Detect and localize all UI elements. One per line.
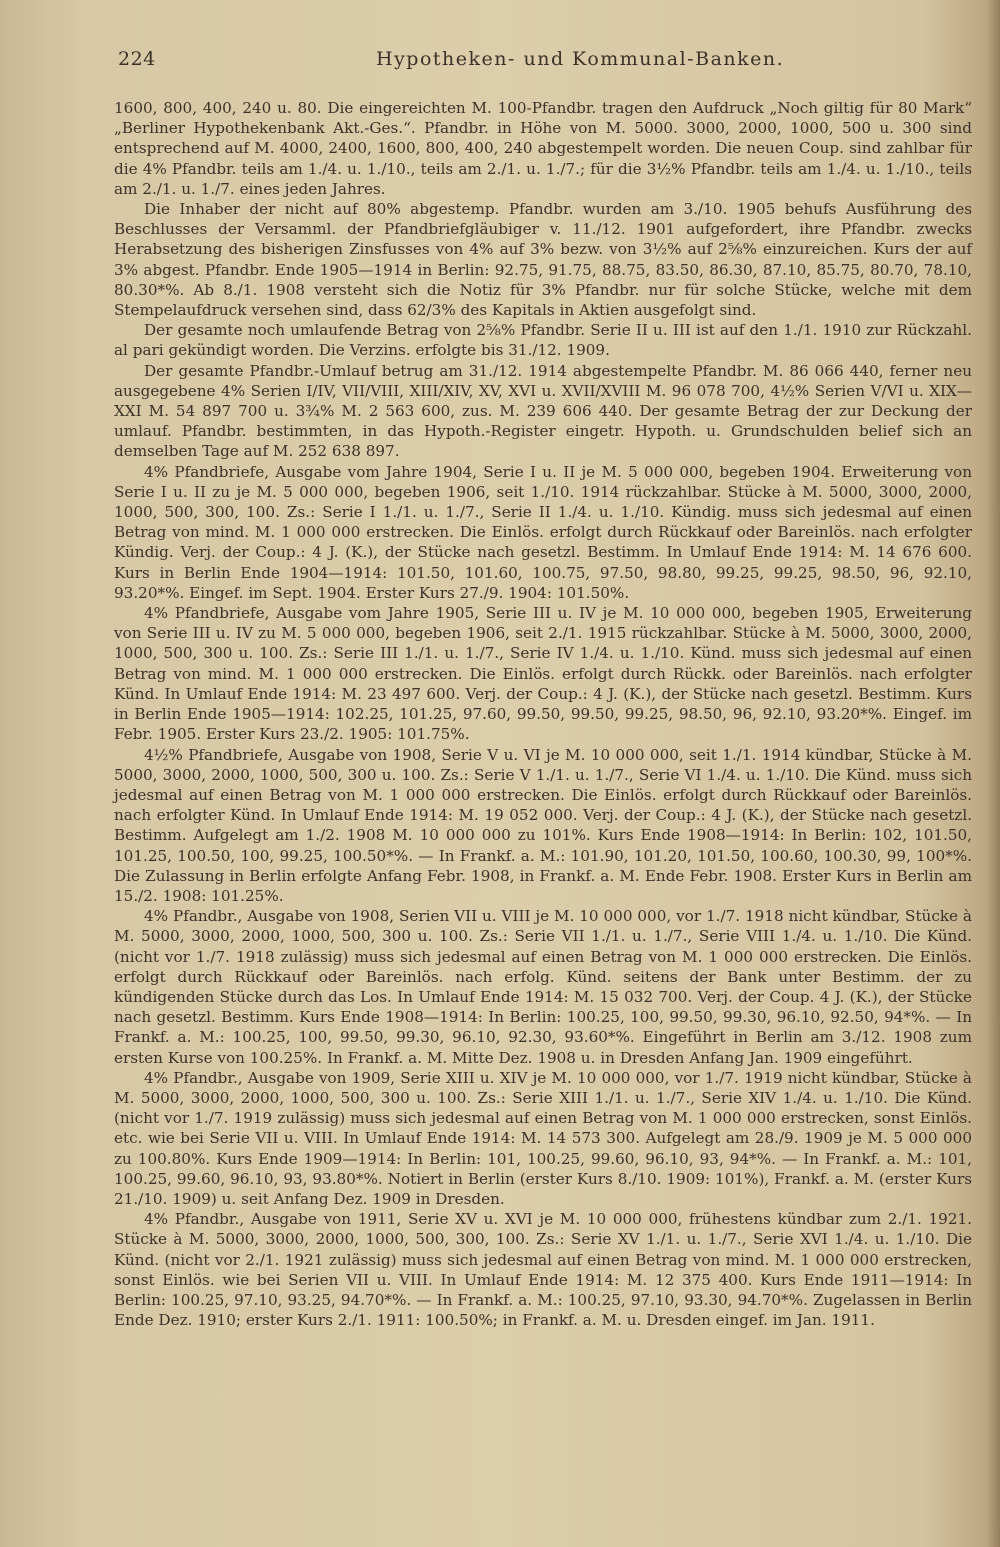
paragraph: 1600, 800, 400, 240 u. 80. Die eingereichten M. 100-Pfandbr. tragen den Aufdruck „Noch giltig für 80 Mark“ „Berliner Hypothekenbank Akt.-Ges.“. Pfandbr. in Höhe von M. 5000. 3000, 2000, 1000, 500 u. 300 sind entsprechend auf M. 4000, 2400, 1600, 800, 400, 240 abgestempelt worden. Die neuen Coup. sind zahlbar für die 4% Pfandbr. teils am 1./4. u. 1./10., teils am 2./1. u. 1./7.; für die 3½% Pfandbr. teils am 1./4. u. 1./10., teils am 2./1. u. 1./7. eines jeden Jahres.	[114, 99, 972, 198]
paragraph: 4% Pfandbriefe, Ausgabe vom Jahre 1904, Serie I u. II je M. 5 000 000, begeben 1904. Erweiterung von Serie I u. II zu je M. 5 000 000, begeben 1906, seit 1./10. 1914 rückzahlbar. Stücke à M. 5000, 3000, 2000, 1000, 500, 300, 100. Zs.: Serie I 1./1. u. 1./7., Serie II 1./4. u. 1./10. Kündig. muss sich jedesmal auf einen Betrag von mind. M. 1 000 000 erstrecken. Die Einlös. erfolgt durch Rückkauf oder Bareinlös. nach erfolgter Kündig. Verj. der Coup.: 4 J. (K.), der Stücke nach gesetzl. Bestimm. In Umlauf Ende 1914: M. 14 676 600. Kurs in Berlin Ende 1904—1914: 101.50, 101.60, 100.75, 97.50, 98.80, 99.25, 99.25, 98.50, 96, 92.10, 93.20*%. Eingef. im Sept. 1904. Erster Kurs 27./9. 1904: 101.50%.	[114, 462, 972, 602]
paragraph: Der gesamte Pfandbr.-Umlauf betrug am 31./12. 1914 abgestempelte Pfandbr. M. 86 066 440, ferner neu ausgegebene 4% Serien I/IV, VII/VIII, XIII/XIV, XV, XVI u. XVII/XVIII M. 96 078 700, 4½% Serien V/VI u. XIX—XXI M. 54 897 700 u. 3¾% M. 2 563 600, zus. M. 239 606 440. Der gesamte Betrag der zur Deckung der umlauf. Pfandbr. bestimmten, in das Hypoth.-Register eingetr. Hypoth. u. Grundschulden belief sich an demselben Tage auf M. 252 638 897.	[114, 361, 972, 461]
paragraph: 4½% Pfandbriefe, Ausgabe von 1908, Serie V u. VI je M. 10 000 000, seit 1./1. 1914 kündbar, Stücke à M. 5000, 3000, 2000, 1000, 500, 300 u. 100. Zs.: Serie V 1./1. u. 1./7., Serie VI 1./4. u. 1./10. Die Künd. muss sich jedesmal auf einen Betrag von M. 1 000 000 erstrecken. Die Einlös. erfolgt durch Rückkauf oder Bareinlös. nach erfolgter Künd. In Umlauf Ende 1914: M. 19 052 000. Verj. der Coup.: 4 J. (K.), der Stücke nach gesetzl. Bestimm. Aufgelegt am 1./2. 1908 M. 10 000 000 zu 101%. Kurs Ende 1908—1914: In Berlin: 102, 101.50, 101.25, 100.50, 100, 99.25, 100.50*%. — In Frankf. a. M.: 101.90, 101.20, 101.50, 100.60, 100.30, 99, 100*%. Die Zulassung in Berlin erfolgte Anfang Febr. 1908, in Frankf. a. M. Ende Febr. 1908. Erster Kurs in Berlin am 15./2. 1908: 101.25%.	[114, 745, 972, 905]
paragraph: 4% Pfandbr., Ausgabe von 1909, Serie XIII u. XIV je M. 10 000 000, vor 1./7. 1919 nicht kündbar, Stücke à M. 5000, 3000, 2000, 1000, 500, 300 u. 100. Zs.: Serie XIII 1./1. u. 1./7., Serie XIV 1./4. u. 1./10. Die Künd. (nicht vor 1./7. 1919 zulässig) muss sich jedesmal auf einen Betrag von M. 1 000 000 erstrecken, sonst Einlös. etc. wie bei Serie VII u. VIII. In Umlauf Ende 1914: M. 14 573 300. Aufgelegt am 28./9. 1909 je M. 5 000 000 zu 100.80%. Kurs Ende 1909—1914: In Berlin: 101, 100.25, 99.60, 96.10, 93, 94*%. — In Frankf. a. M.: 101, 100.25, 99.60, 96.10, 93, 93.80*%. Notiert in Berlin (erster Kurs 8./10. 1909: 101%), Frankf. a. M. (erster Kurs 21./10. 1909) u. seit Anfang Dez. 1909 in Dresden.	[114, 1068, 972, 1208]
paragraph: Der gesamte noch umlaufende Betrag von 2⅝% Pfandbr. Serie II u. III ist auf den 1./1. 1910 zur Rückzahl. al pari gekündigt worden. Die Verzins. erfolgte bis 31./12. 1909.	[114, 321, 972, 360]
running-title: Hypotheken- und Kommunal-Banken.	[376, 48, 785, 70]
paragraph: 4% Pfandbriefe, Ausgabe vom Jahre 1905, Serie III u. IV je M. 10 000 000, begeben 1905, Erweiterung von Serie III u. IV zu M. 5 000 000, begeben 1906, seit 2./1. 1915 rückzahlbar. Stücke à M. 5000, 3000, 2000, 1000, 500, 300 u. 100. Zs.: Serie III 1./1. u. 1./7., Serie IV 1./4. u. 1./10. Künd. muss sich jedesmal auf einen Betrag von mind. M. 1 000 000 erstrecken. Die Einlös. erfolgt durch Rückk. oder Bareinlös. nach erfolgter Künd. In Umlauf Ende 1914: M. 23 497 600. Verj. der Coup.: 4 J. (K.), der Stücke nach gesetzl. Bestimm. Kurs in Berlin Ende 1905—1914: 102.25, 101.25, 97.60, 99.50, 99.50, 99.25, 98.50, 96, 92.10, 93.20*%. Eingef. im Febr. 1905. Erster Kurs 23./2. 1905: 101.75%.	[114, 604, 972, 744]
paragraph: 4% Pfandbr., Ausgabe von 1908, Serien VII u. VIII je M. 10 000 000, vor 1./7. 1918 nicht kündbar, Stücke à M. 5000, 3000, 2000, 1000, 500, 300 u. 100. Zs.: Serie VII 1./1. u. 1./7., Serie VIII 1./4. u. 1./10. Die Künd. (nicht vor 1./7. 1918 zulässig) muss sich jedesmal auf einen Betrag von M. 1 000 000 erstrecken. Die Einlös. erfolgt durch Rückkauf oder Bareinlös. nach erfolg. Künd. seitens der Bank unter Bestimm. der zu kündigenden Stücke durch das Los. In Umlauf Ende 1914: M. 15 032 700. Verj. der Coup. 4 J. (K.), der Stücke nach gesetzl. Bestimm. Kurs Ende 1908—1914: In Berlin: 100.25, 100, 99.50, 99.30, 96.10, 92.50, 94*%. — In Frankf. a. M.: 100.25, 100, 99.50, 99.30, 96.10, 92.30, 93.60*%. Eingeführt in Berlin am 3./12. 1908 zum ersten Kurse von 100.25%. In Frankf. a. M. Mitte Dez. 1908 u. in Dresden Anfang Jan. 1909 eingeführt.	[114, 907, 972, 1067]
body-text	[114, 98, 972, 1330]
paragraph: 4% Pfandbr., Ausgabe von 1911, Serie XV u. XVI je M. 10 000 000, frühestens kündbar zum 2./1. 1921. Stücke à M. 5000, 3000, 2000, 1000, 500, 300, 100. Zs.: Serie XV 1./1. u. 1./7., Serie XVI 1./4. u. 1./10. Die Künd. (nicht vor 2./1. 1921 zulässig) muss sich jedesmal auf einen Betrag von mind. M. 1 000 000 erstrecken, sonst Einlös. wie bei Serien VII u. VIII. In Umlauf Ende 1914: M. 12 375 400. Kurs Ende 1911—1914: In Berlin: 100.25, 97.10, 93.25, 94.70*%. — In Frankf. a. M.: 100.25, 97.10, 93.30, 94.70*%. Zugelassen in Berlin Ende Dez. 1910; erster Kurs 2./1. 1911: 100.50%; in Frankf. a. M. u. Dresden eingef. im Jan. 1911.	[114, 1210, 972, 1330]
paragraph: Die Inhaber der nicht auf 80% abgestemp. Pfandbr. wurden am 3./10. 1905 behufs Ausführung des Beschlusses der Versamml. der Pfandbriefgläubiger v. 11./12. 1901 aufgefordert, ihre Pfandbr. zwecks Herabsetzung des bisherigen Zinsfusses von 4% auf 3% bezw. von 3½% auf 2⅝% einzureichen. Kurs der auf 3% abgest. Pfandbr. Ende 1905—1914 in Berlin: 92.75, 91.75, 88.75, 83.50, 86.30, 87.10, 85.75, 80.70, 78.10, 80.30*%. Ab 8./1. 1908 versteht sich die Notiz für 3% Pfandbr. nur für solche Stücke, welche mit dem Stempelaufdruck versehen sind, dass 62/3% des Kapitals in Aktien ausgefolgt sind.	[114, 200, 972, 320]
page-number: 224	[118, 48, 156, 70]
